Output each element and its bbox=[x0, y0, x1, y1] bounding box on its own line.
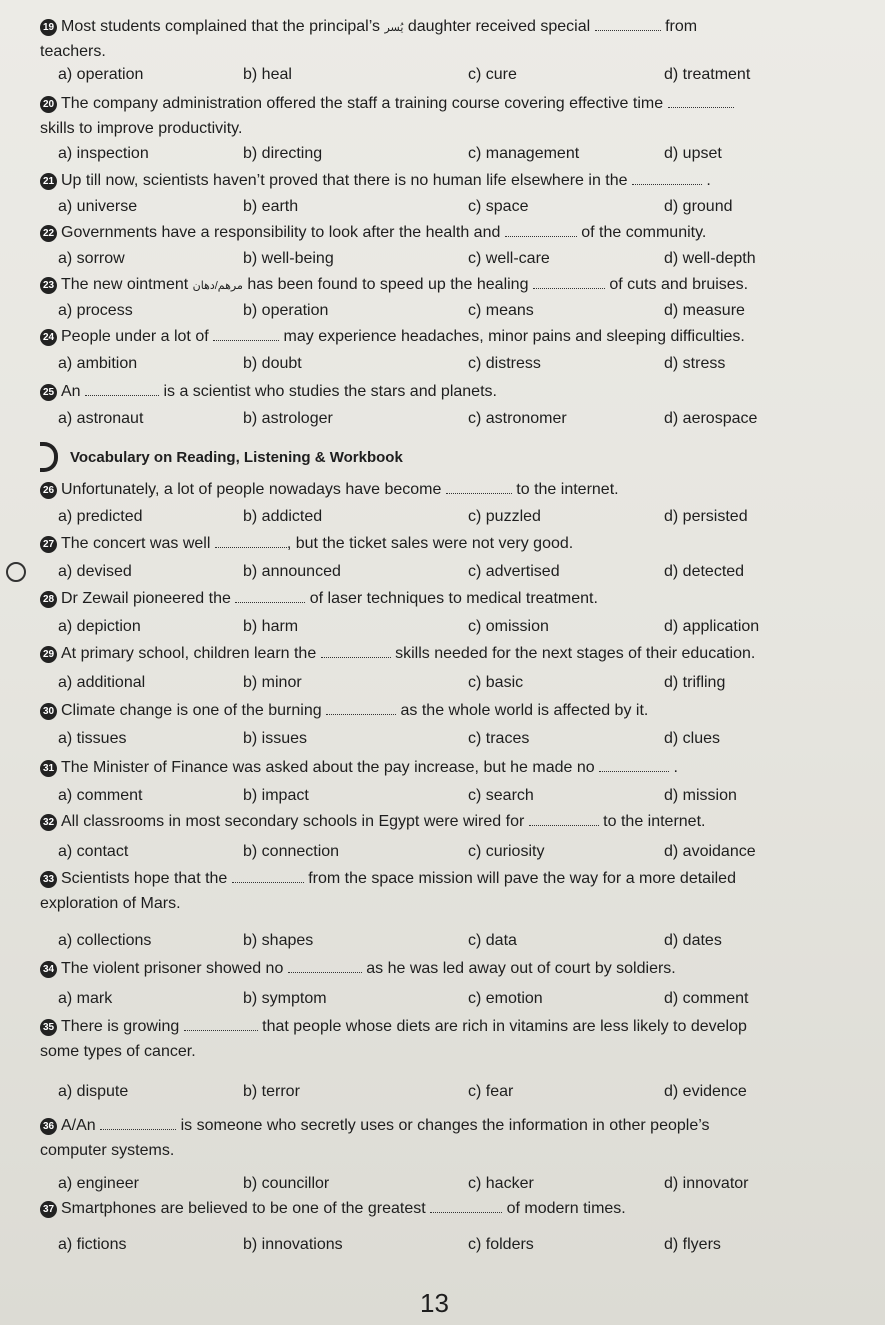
option-a[interactable]: a) engineer bbox=[58, 1175, 139, 1192]
option-d[interactable]: d) aerospace bbox=[664, 410, 758, 427]
question-continuation: exploration of Mars. bbox=[40, 895, 181, 912]
question-text: . bbox=[669, 759, 678, 776]
answer-blank[interactable] bbox=[668, 95, 734, 108]
option-c[interactable]: c) omission bbox=[468, 618, 549, 635]
question-text: Dr Zewail pioneered the bbox=[61, 590, 236, 607]
question-34 bbox=[40, 960, 676, 978]
question-text: of cuts and bruises. bbox=[604, 276, 749, 293]
section-title: Vocabulary on Reading, Listening & Workbook bbox=[70, 448, 403, 466]
question-text: Governments have a responsibility to look after the health and bbox=[61, 224, 505, 241]
page-number: 13 bbox=[420, 1288, 449, 1318]
question-number: 22 bbox=[40, 225, 57, 242]
option-a[interactable]: a) inspection bbox=[58, 145, 149, 162]
question-text: A/An bbox=[61, 1117, 101, 1134]
arabic-gloss: يُسر bbox=[384, 22, 404, 34]
question-text: Unfortunately, a lot of people nowadays have become bbox=[61, 481, 446, 498]
question-continuation: some types of cancer. bbox=[40, 1043, 196, 1060]
option-d[interactable]: d) dates bbox=[664, 932, 722, 949]
question-32 bbox=[40, 813, 705, 831]
question-26 bbox=[40, 481, 619, 499]
answer-blank[interactable] bbox=[595, 18, 661, 31]
option-b[interactable]: b) connection bbox=[243, 843, 340, 860]
option-a[interactable]: a) collections bbox=[58, 932, 152, 949]
option-a[interactable]: a) devised bbox=[58, 563, 132, 580]
question-text: The Minister of Finance was asked about the pay increase, but he made no bbox=[61, 759, 600, 776]
question-27 bbox=[40, 535, 573, 553]
option-c[interactable]: c) astronomer bbox=[468, 410, 567, 427]
option-d[interactable]: d) avoidance bbox=[664, 843, 756, 860]
option-a[interactable]: a) process bbox=[58, 302, 133, 319]
answer-blank[interactable] bbox=[288, 960, 362, 973]
option-d[interactable]: d) persisted bbox=[664, 508, 748, 525]
question-text: is a scientist who studies the stars and planets. bbox=[159, 383, 497, 400]
option-b[interactable]: b) shapes bbox=[243, 932, 314, 949]
question-number: 33 bbox=[40, 871, 57, 888]
answer-blank[interactable] bbox=[632, 172, 702, 185]
option-b[interactable]: b) heal bbox=[243, 66, 292, 83]
option-a[interactable]: a) dispute bbox=[58, 1083, 129, 1100]
question-number: 37 bbox=[40, 1201, 57, 1218]
question-text: as he was led away out of court by soldiers. bbox=[361, 960, 676, 977]
question-continuation: skills to improve productivity. bbox=[40, 120, 243, 137]
option-c[interactable]: c) emotion bbox=[468, 990, 543, 1007]
question-text: to the internet. bbox=[511, 481, 619, 498]
question-text: skills needed for the next stages of their education. bbox=[390, 645, 756, 662]
option-b[interactable]: b) operation bbox=[243, 302, 329, 319]
question-text: Climate change is one of the burning bbox=[61, 702, 327, 719]
option-c[interactable]: c) well-care bbox=[468, 250, 550, 267]
option-a[interactable]: a) contact bbox=[58, 843, 129, 860]
option-b[interactable]: b) addicted bbox=[243, 508, 323, 525]
question-number: 34 bbox=[40, 961, 57, 978]
question-continuation: computer systems. bbox=[40, 1142, 175, 1159]
option-c[interactable]: c) puzzled bbox=[468, 508, 541, 525]
question-28 bbox=[40, 590, 598, 608]
question-text: has been found to speed up the healing bbox=[242, 276, 533, 293]
option-c[interactable]: c) cure bbox=[468, 66, 517, 83]
option-d[interactable]: d) flyers bbox=[664, 1236, 721, 1253]
question-text: The violent prisoner showed no bbox=[61, 960, 288, 977]
option-a[interactable]: a) mark bbox=[58, 990, 113, 1007]
question-text: Up till now, scientists haven’t proved that there is no human life elsewhere in the bbox=[61, 172, 632, 189]
question-23 bbox=[40, 276, 748, 294]
answer-blank[interactable] bbox=[100, 1117, 176, 1130]
margin-circle-icon bbox=[6, 562, 26, 582]
answer-blank[interactable] bbox=[184, 1018, 258, 1031]
option-d[interactable]: d) detected bbox=[664, 563, 745, 580]
option-c[interactable]: c) curiosity bbox=[468, 843, 545, 860]
option-d[interactable]: d) trifling bbox=[664, 674, 726, 691]
option-c[interactable]: c) means bbox=[468, 302, 534, 319]
option-b[interactable]: b) harm bbox=[243, 618, 299, 635]
question-number: 27 bbox=[40, 536, 57, 553]
question-text: , but the ticket sales were not very good. bbox=[286, 535, 574, 552]
arabic-gloss: مرهم/دهان bbox=[192, 280, 243, 292]
question-number: 20 bbox=[40, 96, 57, 113]
option-a[interactable]: a) ambition bbox=[58, 355, 138, 372]
question-31 bbox=[40, 759, 678, 777]
question-30 bbox=[40, 702, 648, 720]
question-number: 29 bbox=[40, 646, 57, 663]
option-a[interactable]: a) additional bbox=[58, 674, 146, 691]
option-c[interactable]: c) space bbox=[468, 198, 529, 215]
option-d[interactable]: d) innovator bbox=[664, 1175, 749, 1192]
question-text: The concert was well bbox=[61, 535, 215, 552]
option-b[interactable]: b) announced bbox=[243, 563, 341, 580]
question-number: 26 bbox=[40, 482, 57, 499]
question-number: 32 bbox=[40, 814, 57, 831]
option-a[interactable]: a) operation bbox=[58, 66, 144, 83]
option-c[interactable]: c) data bbox=[468, 932, 517, 949]
option-c[interactable]: c) basic bbox=[468, 674, 524, 691]
option-d[interactable]: d) treatment bbox=[664, 66, 751, 83]
section-bracket-icon bbox=[40, 442, 58, 472]
answer-blank[interactable] bbox=[213, 328, 279, 341]
option-d[interactable]: d) well-depth bbox=[664, 250, 756, 267]
option-b[interactable]: b) doubt bbox=[243, 355, 302, 372]
answer-blank[interactable] bbox=[599, 759, 669, 772]
option-d[interactable]: d) application bbox=[664, 618, 760, 635]
option-a[interactable]: a) depiction bbox=[58, 618, 141, 635]
answer-blank[interactable] bbox=[232, 870, 304, 883]
answer-blank[interactable] bbox=[235, 590, 305, 603]
option-d[interactable]: d) stress bbox=[664, 355, 726, 372]
question-text: There is growing bbox=[61, 1018, 184, 1035]
option-c[interactable]: c) hacker bbox=[468, 1175, 534, 1192]
option-b[interactable]: b) minor bbox=[243, 674, 302, 691]
answer-blank[interactable] bbox=[215, 535, 287, 548]
option-b[interactable]: b) issues bbox=[243, 730, 308, 747]
option-b[interactable]: b) well-being bbox=[243, 250, 334, 267]
question-21 bbox=[40, 172, 711, 190]
question-text: that people whose diets are rich in vitamins are less likely to develop bbox=[257, 1018, 747, 1035]
option-c[interactable]: c) advertised bbox=[468, 563, 560, 580]
question-number: 21 bbox=[40, 173, 57, 190]
answer-blank[interactable] bbox=[321, 645, 391, 658]
option-c[interactable]: c) distress bbox=[468, 355, 541, 372]
question-text: Scientists hope that the bbox=[61, 870, 232, 887]
answer-blank[interactable] bbox=[326, 702, 396, 715]
option-a[interactable]: a) universe bbox=[58, 198, 138, 215]
option-a[interactable]: a) comment bbox=[58, 787, 143, 804]
question-33 bbox=[40, 870, 736, 888]
question-text: People under a lot of bbox=[61, 328, 214, 345]
question-text: The new ointment bbox=[61, 276, 193, 293]
section-heading bbox=[40, 442, 403, 472]
option-c[interactable]: c) traces bbox=[468, 730, 530, 747]
question-20 bbox=[40, 95, 734, 113]
question-number: 36 bbox=[40, 1118, 57, 1135]
option-b[interactable]: b) directing bbox=[243, 145, 323, 162]
option-a[interactable]: a) fictions bbox=[58, 1236, 127, 1253]
question-number: 31 bbox=[40, 760, 57, 777]
option-c[interactable]: c) fear bbox=[468, 1083, 514, 1100]
question-25 bbox=[40, 383, 497, 401]
question-number: 25 bbox=[40, 384, 57, 401]
option-b[interactable]: b) symptom bbox=[243, 990, 327, 1007]
question-text: may experience headaches, minor pains and sleeping difficulties. bbox=[279, 328, 745, 345]
option-c[interactable]: c) search bbox=[468, 787, 534, 804]
option-c[interactable]: c) management bbox=[468, 145, 580, 162]
option-d[interactable]: d) ground bbox=[664, 198, 733, 215]
question-text: from the space mission will pave the way for a more detailed bbox=[303, 870, 736, 887]
question-text: daughter received special bbox=[403, 18, 595, 35]
option-b[interactable]: b) earth bbox=[243, 198, 299, 215]
question-text: of modern times. bbox=[502, 1200, 626, 1217]
answer-blank[interactable] bbox=[430, 1200, 502, 1213]
answer-blank[interactable] bbox=[446, 481, 512, 494]
question-19 bbox=[40, 18, 697, 36]
question-text: of the community. bbox=[576, 224, 707, 241]
answer-blank[interactable] bbox=[85, 383, 159, 396]
option-d[interactable]: d) comment bbox=[664, 990, 749, 1007]
question-35 bbox=[40, 1018, 747, 1036]
option-d[interactable]: d) upset bbox=[664, 145, 722, 162]
question-37 bbox=[40, 1200, 626, 1218]
question-text: At primary school, children learn the bbox=[61, 645, 321, 662]
option-a[interactable]: a) sorrow bbox=[58, 250, 125, 267]
question-text: is someone who secretly uses or changes the information in other people’s bbox=[176, 1117, 710, 1134]
question-text: . bbox=[701, 172, 711, 189]
question-36 bbox=[40, 1117, 709, 1135]
option-c[interactable]: c) folders bbox=[468, 1236, 534, 1253]
question-text: to the internet. bbox=[598, 813, 706, 830]
option-d[interactable]: d) measure bbox=[664, 302, 745, 319]
answer-blank[interactable] bbox=[533, 276, 605, 289]
option-a[interactable]: a) tissues bbox=[58, 730, 127, 747]
question-text: as the whole world is affected by it. bbox=[396, 702, 649, 719]
question-text: All classrooms in most secondary schools in Egypt were wired for bbox=[61, 813, 529, 830]
option-b[interactable]: b) terror bbox=[243, 1083, 300, 1100]
question-number: 23 bbox=[40, 277, 57, 294]
question-24 bbox=[40, 328, 745, 346]
option-b[interactable]: b) councillor bbox=[243, 1175, 330, 1192]
question-number: 30 bbox=[40, 703, 57, 720]
option-b[interactable]: b) innovations bbox=[243, 1236, 343, 1253]
option-a[interactable]: a) predicted bbox=[58, 508, 143, 525]
option-d[interactable]: d) mission bbox=[664, 787, 737, 804]
question-number: 35 bbox=[40, 1019, 57, 1036]
question-text: An bbox=[61, 383, 86, 400]
option-d[interactable]: d) clues bbox=[664, 730, 721, 747]
option-b[interactable]: b) astrologer bbox=[243, 410, 333, 427]
question-text: of laser techniques to medical treatment. bbox=[305, 590, 598, 607]
answer-blank[interactable] bbox=[505, 224, 577, 237]
question-22 bbox=[40, 224, 706, 242]
option-b[interactable]: b) impact bbox=[243, 787, 309, 804]
question-text: Most students complained that the principal’s bbox=[61, 18, 385, 35]
question-text: from bbox=[660, 18, 698, 35]
question-29 bbox=[40, 645, 755, 663]
option-d[interactable]: d) evidence bbox=[664, 1083, 747, 1100]
question-number: 24 bbox=[40, 329, 57, 346]
answer-blank[interactable] bbox=[529, 813, 599, 826]
question-text: The company administration offered the staff a training course covering effective time bbox=[61, 95, 668, 112]
question-continuation: teachers. bbox=[40, 43, 106, 60]
option-a[interactable]: a) astronaut bbox=[58, 410, 144, 427]
question-number: 19 bbox=[40, 19, 57, 36]
question-text: Smartphones are believed to be one of the greatest bbox=[61, 1200, 431, 1217]
question-number: 28 bbox=[40, 591, 57, 608]
